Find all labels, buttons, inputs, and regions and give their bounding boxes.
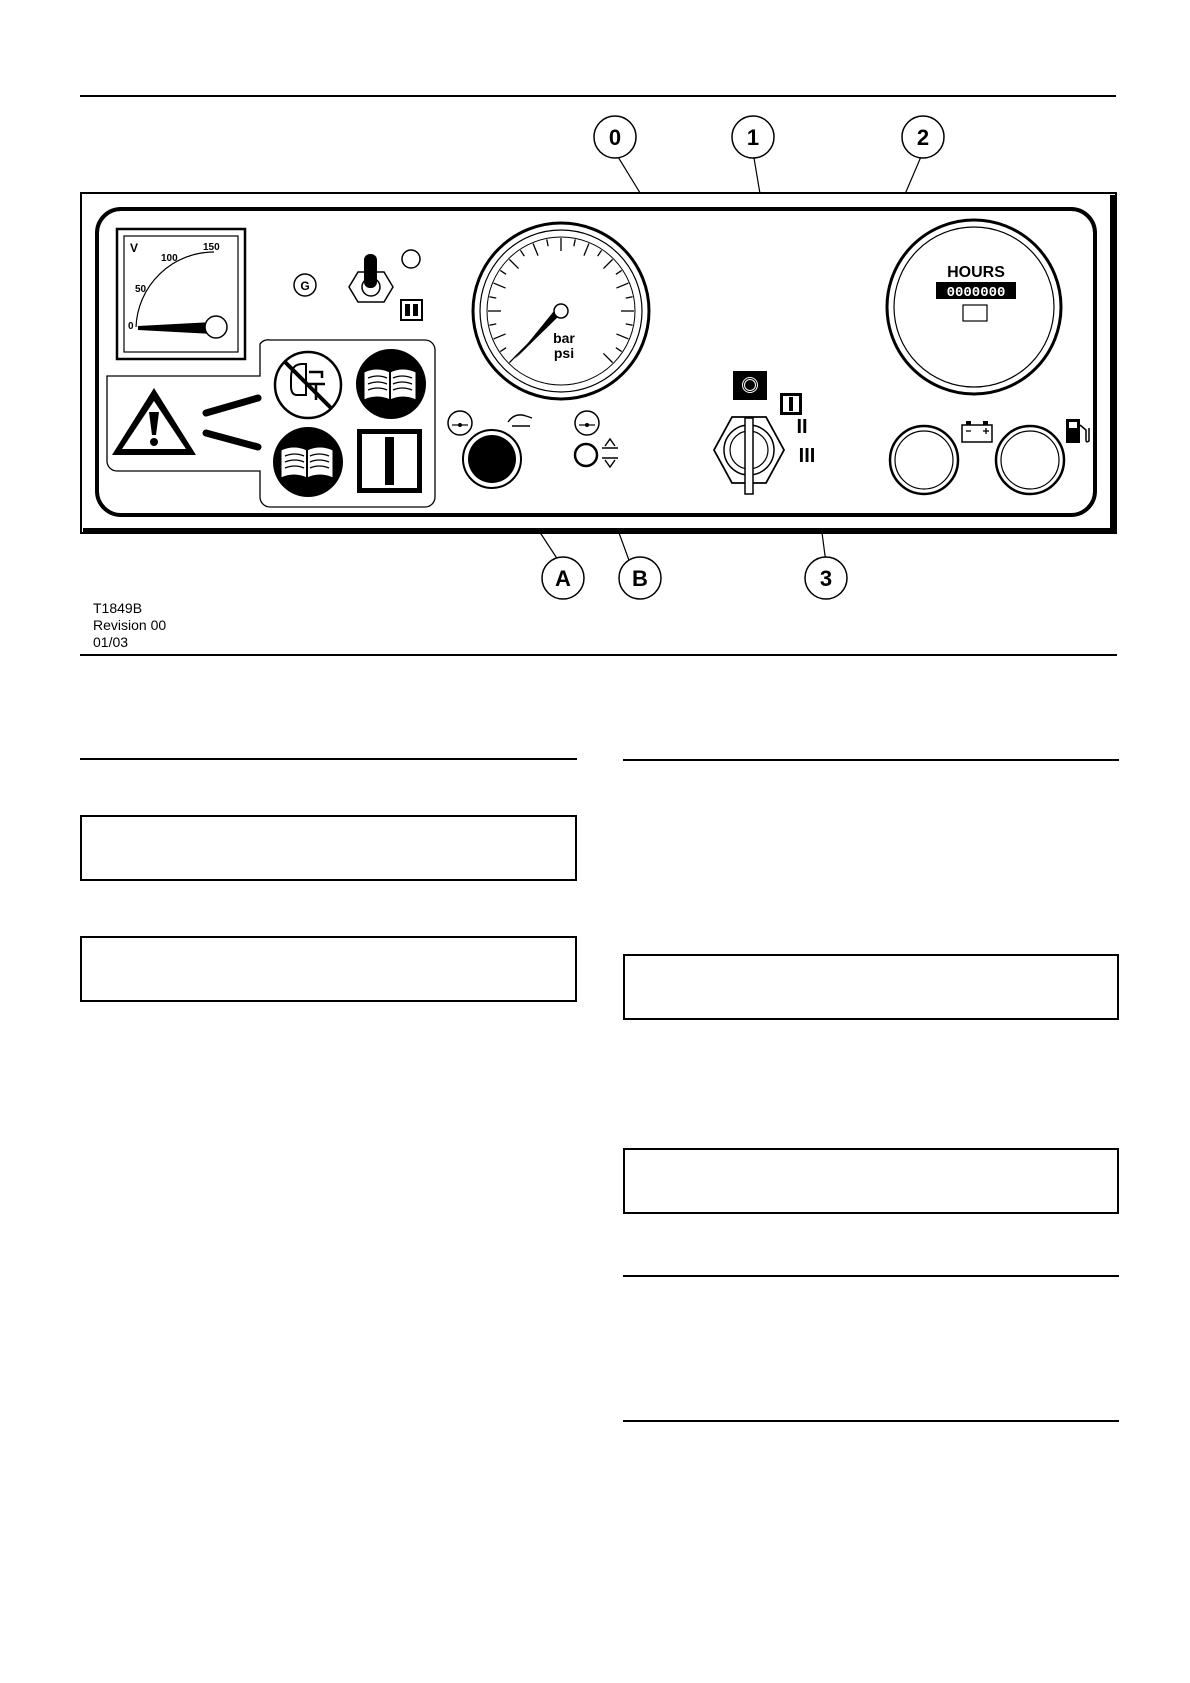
gauge-unit-bar: bar — [553, 330, 575, 346]
right-column-rule-2 — [623, 1275, 1119, 1277]
callout-3-label: 3 — [819, 566, 833, 591]
no-tools-icon — [275, 352, 341, 418]
callout-1-label: 1 — [746, 125, 760, 150]
hour-meter-digits: 0000000 — [946, 285, 1006, 301]
key-switch-position-1 — [780, 393, 802, 415]
gauge-unit-psi: psi — [553, 345, 575, 361]
callout-1 — [732, 116, 774, 158]
callout-B-label: B — [632, 566, 648, 591]
voltmeter-tick-0: 0 — [128, 321, 134, 332]
voltmeter-tick-50: 50 — [135, 284, 147, 295]
control-panel-figure — [0, 0, 1190, 670]
voltmeter-tick-100: 100 — [161, 253, 178, 264]
battery-lamp — [890, 426, 958, 494]
figure-code: T1849B — [93, 600, 143, 616]
voltmeter — [117, 229, 245, 359]
voltmeter-unit: V — [130, 241, 139, 255]
key-switch-position-0 — [733, 371, 767, 400]
button-a[interactable] — [463, 430, 521, 488]
callout-0-label: 0 — [608, 125, 622, 150]
figure-bottom-rule — [80, 654, 1117, 656]
voltmeter-tick-150: 150 — [203, 242, 220, 253]
switch-symbol — [357, 429, 422, 493]
key-switch-position-3-label: III — [798, 445, 816, 467]
figure-date: 01/03 — [93, 634, 129, 650]
left-column-rule — [80, 758, 577, 760]
callout-0 — [594, 116, 636, 158]
left-note-box-2 — [80, 936, 577, 1002]
generator-symbol-label: G — [300, 279, 310, 293]
right-note-box-1 — [623, 954, 1119, 1020]
callout-A — [542, 557, 584, 599]
callout-3 — [805, 557, 847, 599]
callout-B — [619, 557, 661, 599]
indicator-lamp — [402, 250, 420, 268]
pressure-gauge — [473, 223, 649, 399]
lamp-b — [575, 444, 597, 466]
right-column-rule-1 — [623, 759, 1119, 761]
figure-revision: Revision 00 — [93, 617, 167, 633]
right-column-rule-3 — [623, 1420, 1119, 1422]
generator-symbol — [294, 274, 316, 296]
left-note-box-1 — [80, 815, 577, 881]
callout-2-label: 2 — [916, 125, 930, 150]
manual-icon — [356, 349, 426, 419]
pause-symbol — [401, 300, 422, 320]
hour-meter — [887, 220, 1061, 394]
right-note-box-2 — [623, 1148, 1119, 1214]
callout-A-label: A — [555, 566, 571, 591]
fuel-lamp — [996, 426, 1064, 494]
manual-icon-lower — [273, 427, 343, 497]
hour-meter-title: HOURS — [947, 264, 1005, 281]
key-switch-position-2-label: II — [796, 416, 808, 438]
callout-2 — [902, 116, 944, 158]
